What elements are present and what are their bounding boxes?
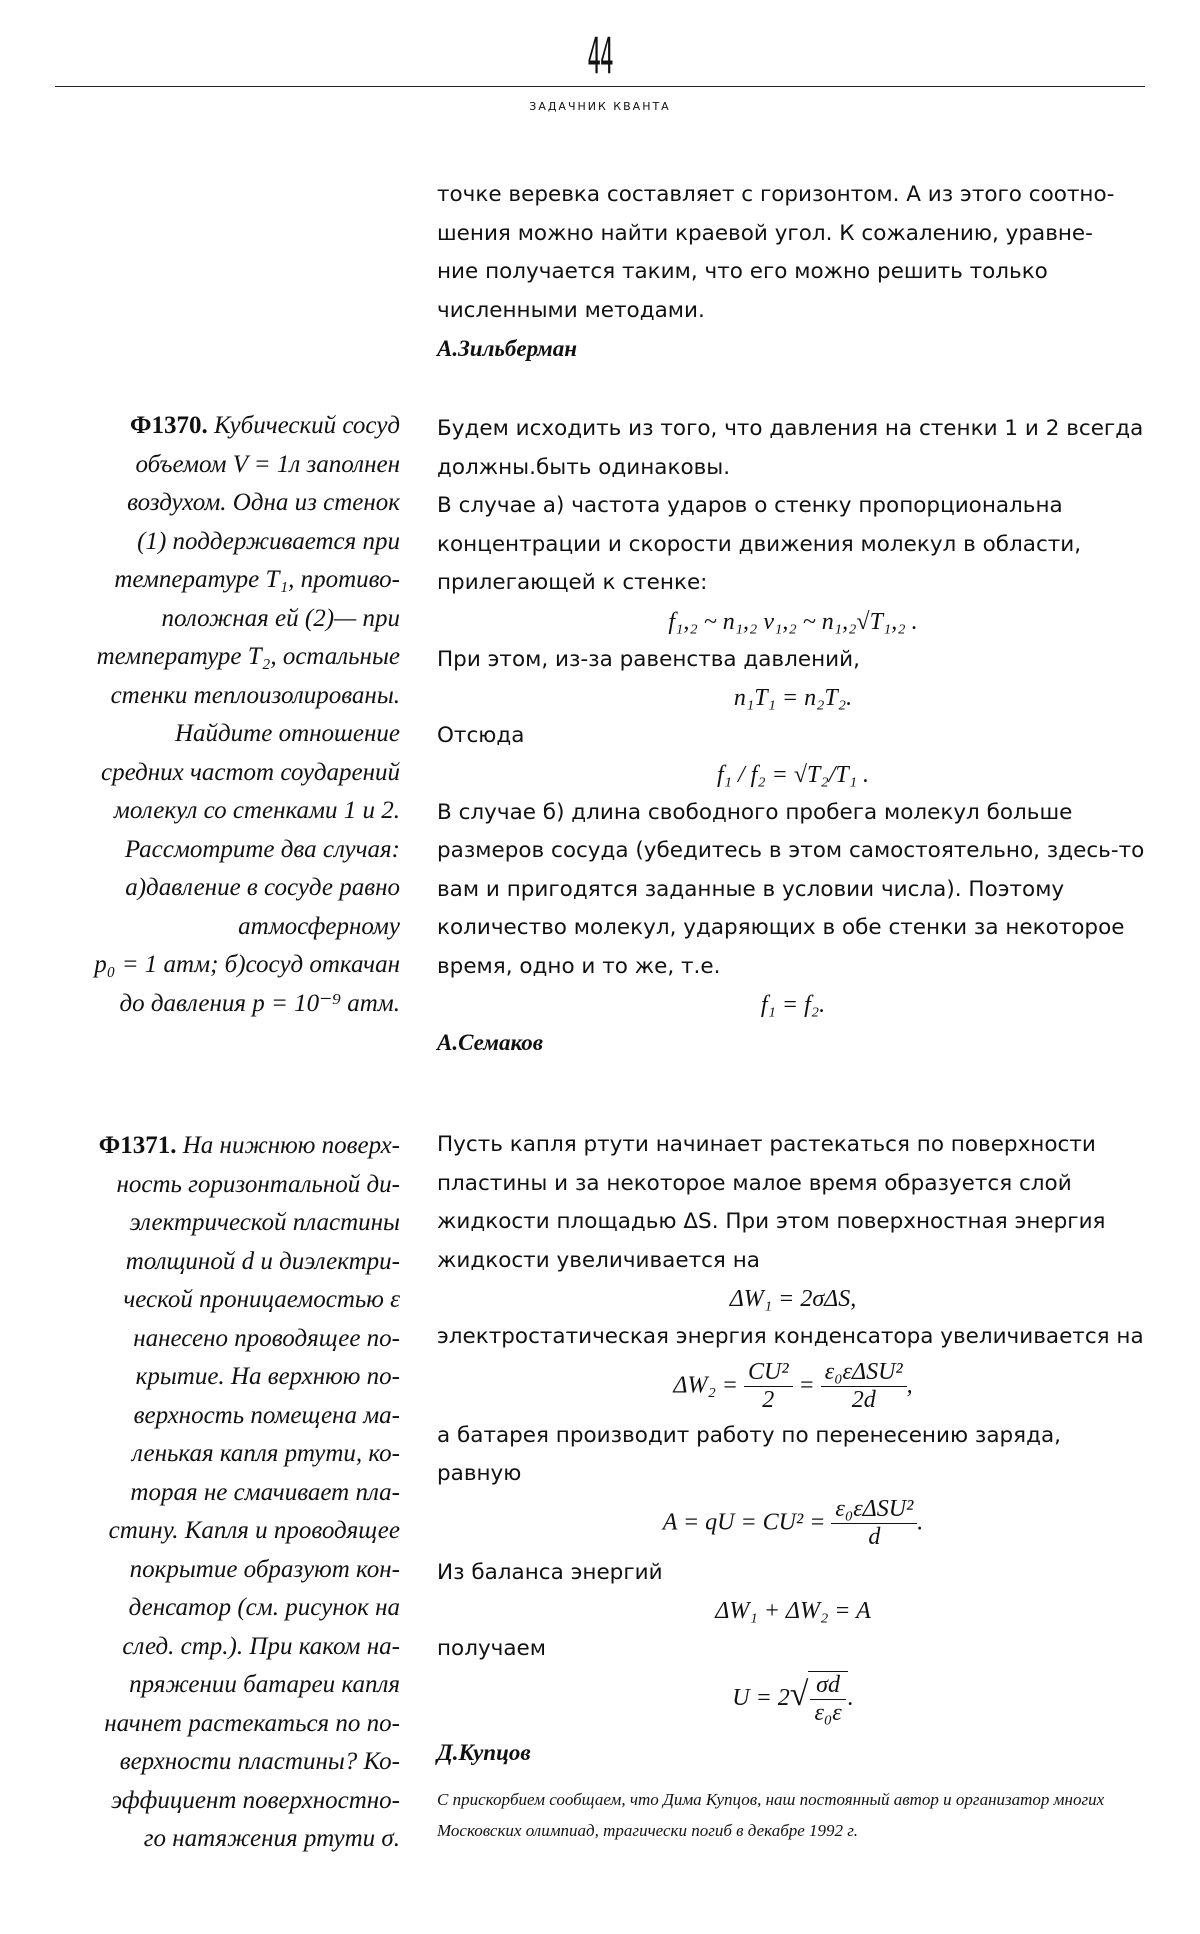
author-kuptsov: Д.Купцов bbox=[437, 1740, 531, 1766]
equation-equal: f₁ = f₂. bbox=[760, 992, 826, 1018]
text-line: численными методами. bbox=[437, 297, 705, 323]
problem-line: p₀ = 1 атм; б)сосуд откачан bbox=[94, 951, 400, 978]
continuation-block bbox=[437, 176, 1149, 369]
problem-number: Ф1371. bbox=[98, 1132, 177, 1159]
text-line: шения можно найти краевой угол. К сожалению, уравне- bbox=[437, 220, 1093, 246]
problem-line: ленькая капля ртути, ко- bbox=[131, 1440, 400, 1467]
numerator: CU² bbox=[744, 1359, 793, 1388]
text-line: ние получается таким, что его можно решить только bbox=[437, 259, 1048, 284]
problem-line: температуре T₁, противо- bbox=[114, 566, 400, 593]
problem-line: начнет растекаться по по- bbox=[104, 1709, 400, 1737]
denominator: d bbox=[868, 1524, 881, 1551]
problem-line: покрытие образуют кон- bbox=[129, 1555, 400, 1583]
equation-surface-energy: ΔW₁ = 2σΔS, bbox=[729, 1286, 857, 1312]
problem-number: Ф1370. bbox=[130, 412, 208, 439]
problem-line: ность горизонтальной ди- bbox=[116, 1170, 400, 1198]
problem-line: атмосферному bbox=[238, 912, 400, 940]
solution-paragraph: Отсюда bbox=[437, 723, 525, 748]
header-rule bbox=[55, 86, 1145, 87]
solution-paragraph: Пусть капля ртути начинает растекаться по поверхности пластины и за некоторое малое время образуется слой жидкости площадью ΔS. При этом поверхностная энергия жидкости увеличивается на bbox=[437, 1132, 1106, 1273]
problem-line: нанесено проводящее по- bbox=[133, 1324, 400, 1352]
equation-ratio: f₁ / f₂ = √T₂/T₁ . bbox=[716, 761, 870, 788]
solution-f1370 bbox=[437, 410, 1149, 1063]
problem-line: толщиной d и диэлектри- bbox=[125, 1247, 400, 1275]
text-line: точке веревка составляет с горизонтом. А из этого соотно- bbox=[437, 182, 1115, 207]
problem-line: денсатор (см. рисунок на bbox=[128, 1594, 400, 1621]
problem-line: объемом V = 1л заполнен bbox=[135, 450, 400, 478]
problem-line: крытие. На верхнюю по- bbox=[135, 1363, 400, 1390]
equation-capacitor-energy bbox=[437, 1359, 1149, 1415]
eq-part: A = qU = CU² = bbox=[662, 1509, 826, 1536]
fraction bbox=[821, 1359, 907, 1415]
eq-part: . bbox=[847, 1684, 854, 1711]
solution-paragraph: получаем bbox=[437, 1636, 547, 1662]
eq-part: U = 2 bbox=[732, 1684, 790, 1711]
eq-part: ΔW₂ = bbox=[673, 1372, 738, 1399]
problem-line: Кубический сосуд bbox=[214, 412, 400, 439]
author-semakov: А.Семаков bbox=[437, 1030, 544, 1055]
problem-line: стенки теплоизолированы. bbox=[110, 681, 400, 709]
eq-part: . bbox=[917, 1509, 924, 1536]
problem-line: (1) поддерживается при bbox=[137, 527, 400, 555]
problem-line: воздухом. Одна из стенок bbox=[127, 489, 400, 516]
problem-line: электрической пластины bbox=[129, 1209, 400, 1236]
eq-part: = bbox=[798, 1372, 815, 1399]
solution-paragraph: Будем исходить из того, что давления на стенки 1 и 2 всегда должны.быть одинаковы. bbox=[437, 416, 1144, 480]
problem-line: стину. Капля и проводящее bbox=[108, 1517, 400, 1544]
numerator: σd bbox=[810, 1672, 845, 1701]
equation-balance: ΔW₁ + ΔW₂ = A bbox=[715, 1598, 871, 1625]
problem-line: температуре T₂, остальные bbox=[96, 643, 400, 670]
sqrt-icon: √ bbox=[789, 1675, 809, 1713]
problem-line: молекул со стенками 1 и 2. bbox=[113, 797, 400, 824]
problem-line: го натяжения ртути σ. bbox=[143, 1825, 400, 1852]
equation-frequency: f₁,₂ ~ n₁,₂ v₁,₂ ~ n₁,₂√T₁,₂ . bbox=[668, 608, 918, 635]
problem-f1370 bbox=[55, 407, 400, 1023]
numerator: ε₀εΔSU² bbox=[821, 1359, 907, 1388]
running-title: ЗАДАЧНИК КВАНТА bbox=[529, 100, 671, 113]
problem-line: положная ей (2)— при bbox=[161, 604, 400, 632]
problem-line: Найдите отношение bbox=[174, 720, 400, 747]
problem-line: торая не смачивает пла- bbox=[130, 1478, 400, 1506]
problem-line: до давления p = 10⁻⁹ атм. bbox=[119, 989, 400, 1017]
solution-paragraph: При этом, из-за равенства давлений, bbox=[437, 646, 860, 672]
fraction bbox=[744, 1359, 793, 1415]
equation-pressure: n₁T₁ = n₂T₂. bbox=[733, 685, 853, 711]
equation-voltage bbox=[437, 1671, 1149, 1728]
problem-line: эффициент поверхностно- bbox=[111, 1786, 400, 1814]
page-number: 44 bbox=[587, 27, 613, 85]
fraction bbox=[831, 1496, 917, 1552]
solution-f1371 bbox=[437, 1126, 1149, 1773]
solution-paragraph: В случае б) длина свободного пробега молекул больше размеров сосуда (убедитесь в этом самостоятельно, здесь-то вам и пригодятся заданные в условии числа). Поэтому количество молекул, ударяющих в обе стенки за некоторое время, одно и то же, т.е. bbox=[437, 799, 1145, 979]
solution-paragraph: электростатическая энергия конденсатора увеличивается на bbox=[437, 1324, 1144, 1349]
eq-part: , bbox=[906, 1372, 913, 1399]
problem-f1371 bbox=[55, 1127, 400, 1859]
equation-work bbox=[437, 1496, 1149, 1552]
problem-line: верхность помещена ма- bbox=[133, 1401, 400, 1429]
problem-line: На нижнюю поверх- bbox=[182, 1132, 400, 1159]
numerator: ε₀εΔSU² bbox=[831, 1496, 917, 1525]
solution-paragraph: Из баланса энергий bbox=[437, 1559, 663, 1585]
author-zilberman: А.Зильберман bbox=[437, 336, 577, 361]
denominator: 2d bbox=[851, 1387, 876, 1414]
problem-line: пряжении батареи капля bbox=[129, 1671, 400, 1698]
problem-line: верхности пластины? Ко- bbox=[119, 1748, 400, 1775]
denominator: 2 bbox=[762, 1387, 775, 1414]
obituary-note: С прискорбием сообщаем, что Дима Купцов, наш постоянный автор и организатор многих Московских олимпиад, трагически погиб в декабре 1992 г. bbox=[437, 1790, 1105, 1840]
problem-line: Рассмотрите два случая: bbox=[124, 835, 400, 863]
problem-line: след. стр.). При каком на- bbox=[122, 1632, 400, 1660]
solution-paragraph: а батарея производит работу по перенесению заряда, равную bbox=[437, 1422, 1061, 1487]
fraction bbox=[808, 1671, 847, 1728]
problem-line: а)давление в сосуде равно bbox=[125, 874, 400, 901]
problem-line: ческой проницаемостью ε bbox=[123, 1286, 400, 1313]
denominator: ε₀ε bbox=[814, 1700, 842, 1727]
solution-paragraph: В случае а) частота ударов о стенку пропорциональна концентрации и скорости движения молекул в области, прилегающей к стенке: bbox=[437, 493, 1082, 595]
problem-line: средних частот соударений bbox=[101, 758, 400, 786]
